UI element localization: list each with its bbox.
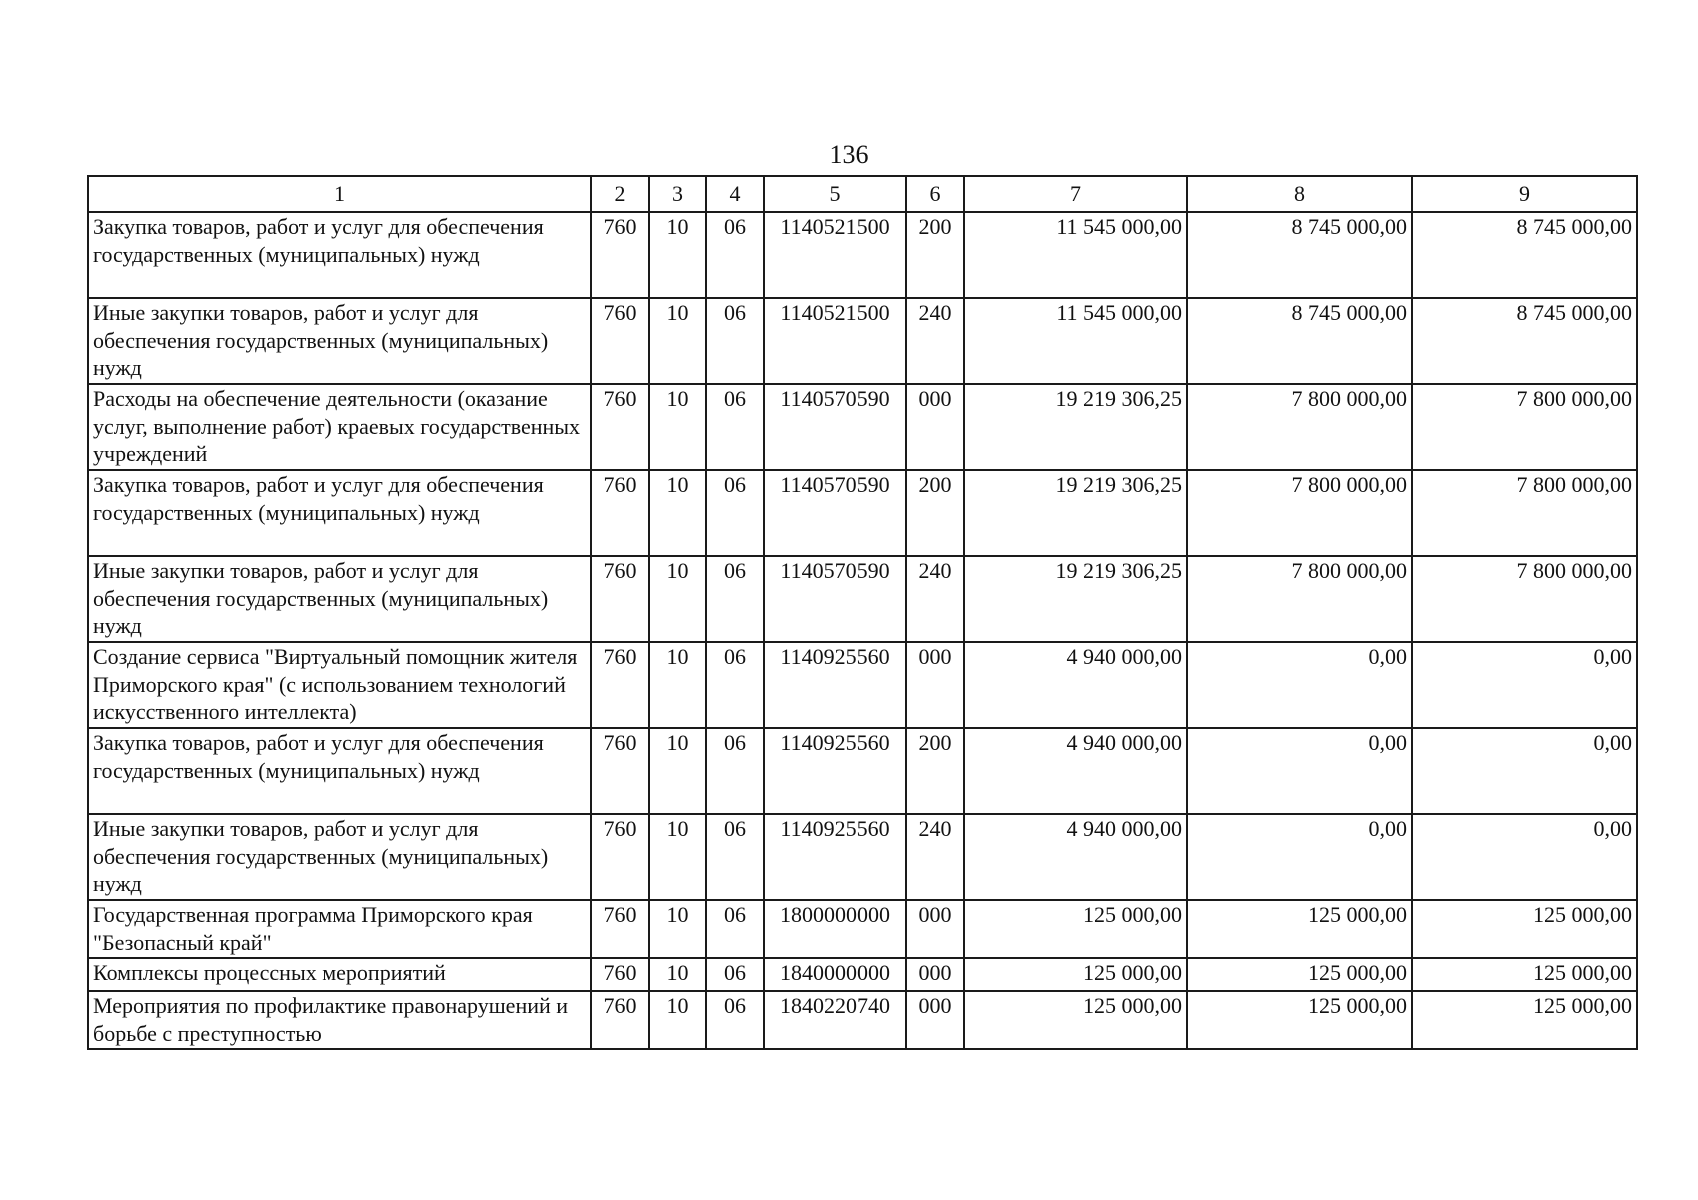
column-header-1: 1 (88, 176, 591, 212)
amount-col-8: 7 800 000,00 (1187, 556, 1412, 642)
amount-col-9: 7 800 000,00 (1412, 470, 1637, 556)
amount-col-8: 8 745 000,00 (1187, 212, 1412, 298)
amount-col-9: 8 745 000,00 (1412, 212, 1637, 298)
section-code: 10 (649, 642, 706, 728)
budget-table (87, 175, 1638, 1050)
amount-col-8: 125 000,00 (1187, 900, 1412, 958)
expense-type-code: 200 (906, 728, 964, 814)
expense-type-code: 240 (906, 814, 964, 900)
expense-name: Закупка товаров, работ и услуг для обеспечения государственных (муниципальных) нужд (88, 728, 591, 814)
amount-col-7: 125 000,00 (964, 900, 1187, 958)
column-header-4: 4 (706, 176, 764, 212)
expense-type-code: 200 (906, 470, 964, 556)
ministry-code: 760 (591, 900, 649, 958)
table-row (88, 642, 1637, 728)
expense-type-code: 240 (906, 298, 964, 384)
expense-type-code: 240 (906, 556, 964, 642)
target-article-code: 1140925560 (764, 814, 906, 900)
amount-col-8: 125 000,00 (1187, 991, 1412, 1049)
subsection-code: 06 (706, 642, 764, 728)
subsection-code: 06 (706, 556, 764, 642)
expense-name: Комплексы процессных мероприятий (88, 958, 591, 991)
table-row (88, 298, 1637, 384)
amount-col-9: 7 800 000,00 (1412, 384, 1637, 470)
table-row (88, 728, 1637, 814)
target-article-code: 1140925560 (764, 642, 906, 728)
expense-type-code: 200 (906, 212, 964, 298)
ministry-code: 760 (591, 212, 649, 298)
table-row (88, 470, 1637, 556)
amount-col-9: 7 800 000,00 (1412, 556, 1637, 642)
amount-col-9: 125 000,00 (1412, 991, 1637, 1049)
column-header-9: 9 (1412, 176, 1637, 212)
ministry-code: 760 (591, 384, 649, 470)
amount-col-7: 125 000,00 (964, 958, 1187, 991)
section-code: 10 (649, 991, 706, 1049)
ministry-code: 760 (591, 298, 649, 384)
amount-col-9: 0,00 (1412, 642, 1637, 728)
amount-col-7: 19 219 306,25 (964, 556, 1187, 642)
table-header-row (88, 176, 1637, 212)
expense-type-code: 000 (906, 958, 964, 991)
subsection-code: 06 (706, 470, 764, 556)
ministry-code: 760 (591, 958, 649, 991)
table-row (88, 991, 1637, 1049)
subsection-code: 06 (706, 958, 764, 991)
target-article-code: 1140521500 (764, 298, 906, 384)
expense-name: Иные закупки товаров, работ и услуг для обеспечения государственных (муниципальных) нужд (88, 814, 591, 900)
amount-col-7: 4 940 000,00 (964, 728, 1187, 814)
table-row (88, 556, 1637, 642)
target-article-code: 1140570590 (764, 556, 906, 642)
ministry-code: 760 (591, 728, 649, 814)
amount-col-9: 125 000,00 (1412, 958, 1637, 991)
amount-col-7: 19 219 306,25 (964, 470, 1187, 556)
expense-name: Расходы на обеспечение деятельности (оказание услуг, выполнение работ) краевых государственных учреждений (88, 384, 591, 470)
table-row (88, 814, 1637, 900)
expense-type-code: 000 (906, 384, 964, 470)
subsection-code: 06 (706, 728, 764, 814)
expense-name: Закупка товаров, работ и услуг для обеспечения государственных (муниципальных) нужд (88, 212, 591, 298)
target-article-code: 1140570590 (764, 470, 906, 556)
amount-col-8: 7 800 000,00 (1187, 384, 1412, 470)
subsection-code: 06 (706, 298, 764, 384)
amount-col-7: 4 940 000,00 (964, 814, 1187, 900)
expense-type-code: 000 (906, 991, 964, 1049)
expense-name: Иные закупки товаров, работ и услуг для обеспечения государственных (муниципальных) нужд (88, 298, 591, 384)
section-code: 10 (649, 212, 706, 298)
table-row (88, 900, 1637, 958)
subsection-code: 06 (706, 814, 764, 900)
section-code: 10 (649, 470, 706, 556)
amount-col-7: 4 940 000,00 (964, 642, 1187, 728)
ministry-code: 760 (591, 991, 649, 1049)
ministry-code: 760 (591, 470, 649, 556)
amount-col-9: 8 745 000,00 (1412, 298, 1637, 384)
ministry-code: 760 (591, 556, 649, 642)
ministry-code: 760 (591, 814, 649, 900)
subsection-code: 06 (706, 900, 764, 958)
amount-col-8: 125 000,00 (1187, 958, 1412, 991)
amount-col-7: 11 545 000,00 (964, 212, 1187, 298)
amount-col-8: 8 745 000,00 (1187, 298, 1412, 384)
amount-col-8: 7 800 000,00 (1187, 470, 1412, 556)
section-code: 10 (649, 814, 706, 900)
subsection-code: 06 (706, 384, 764, 470)
amount-col-9: 0,00 (1412, 814, 1637, 900)
target-article-code: 1840000000 (764, 958, 906, 991)
subsection-code: 06 (706, 991, 764, 1049)
column-header-8: 8 (1187, 176, 1412, 212)
amount-col-8: 0,00 (1187, 642, 1412, 728)
section-code: 10 (649, 556, 706, 642)
column-header-7: 7 (964, 176, 1187, 212)
subsection-code: 06 (706, 212, 764, 298)
expense-name: Мероприятия по профилактике правонарушений и борьбе с преступностью (88, 991, 591, 1049)
amount-col-7: 11 545 000,00 (964, 298, 1187, 384)
amount-col-9: 0,00 (1412, 728, 1637, 814)
expense-type-code: 000 (906, 900, 964, 958)
table-row (88, 212, 1637, 298)
target-article-code: 1140521500 (764, 212, 906, 298)
amount-col-8: 0,00 (1187, 814, 1412, 900)
expense-name: Закупка товаров, работ и услуг для обеспечения государственных (муниципальных) нужд (88, 470, 591, 556)
section-code: 10 (649, 384, 706, 470)
expense-name: Создание сервиса "Виртуальный помощник жителя Приморского края" (с использованием технологий искусственного интеллекта) (88, 642, 591, 728)
ministry-code: 760 (591, 642, 649, 728)
column-header-6: 6 (906, 176, 964, 212)
table-row (88, 384, 1637, 470)
column-header-2: 2 (591, 176, 649, 212)
page-number: 136 (829, 140, 869, 169)
target-article-code: 1140570590 (764, 384, 906, 470)
target-article-code: 1840220740 (764, 991, 906, 1049)
section-code: 10 (649, 900, 706, 958)
amount-col-9: 125 000,00 (1412, 900, 1637, 958)
section-code: 10 (649, 728, 706, 814)
column-header-5: 5 (764, 176, 906, 212)
table-row (88, 958, 1637, 991)
section-code: 10 (649, 298, 706, 384)
amount-col-7: 125 000,00 (964, 991, 1187, 1049)
amount-col-8: 0,00 (1187, 728, 1412, 814)
target-article-code: 1800000000 (764, 900, 906, 958)
column-header-3: 3 (649, 176, 706, 212)
amount-col-7: 19 219 306,25 (964, 384, 1187, 470)
section-code: 10 (649, 958, 706, 991)
expense-type-code: 000 (906, 642, 964, 728)
expense-name: Иные закупки товаров, работ и услуг для обеспечения государственных (муниципальных) нужд (88, 556, 591, 642)
expense-name: Государственная программа Приморского края "Безопасный край" (88, 900, 591, 958)
target-article-code: 1140925560 (764, 728, 906, 814)
